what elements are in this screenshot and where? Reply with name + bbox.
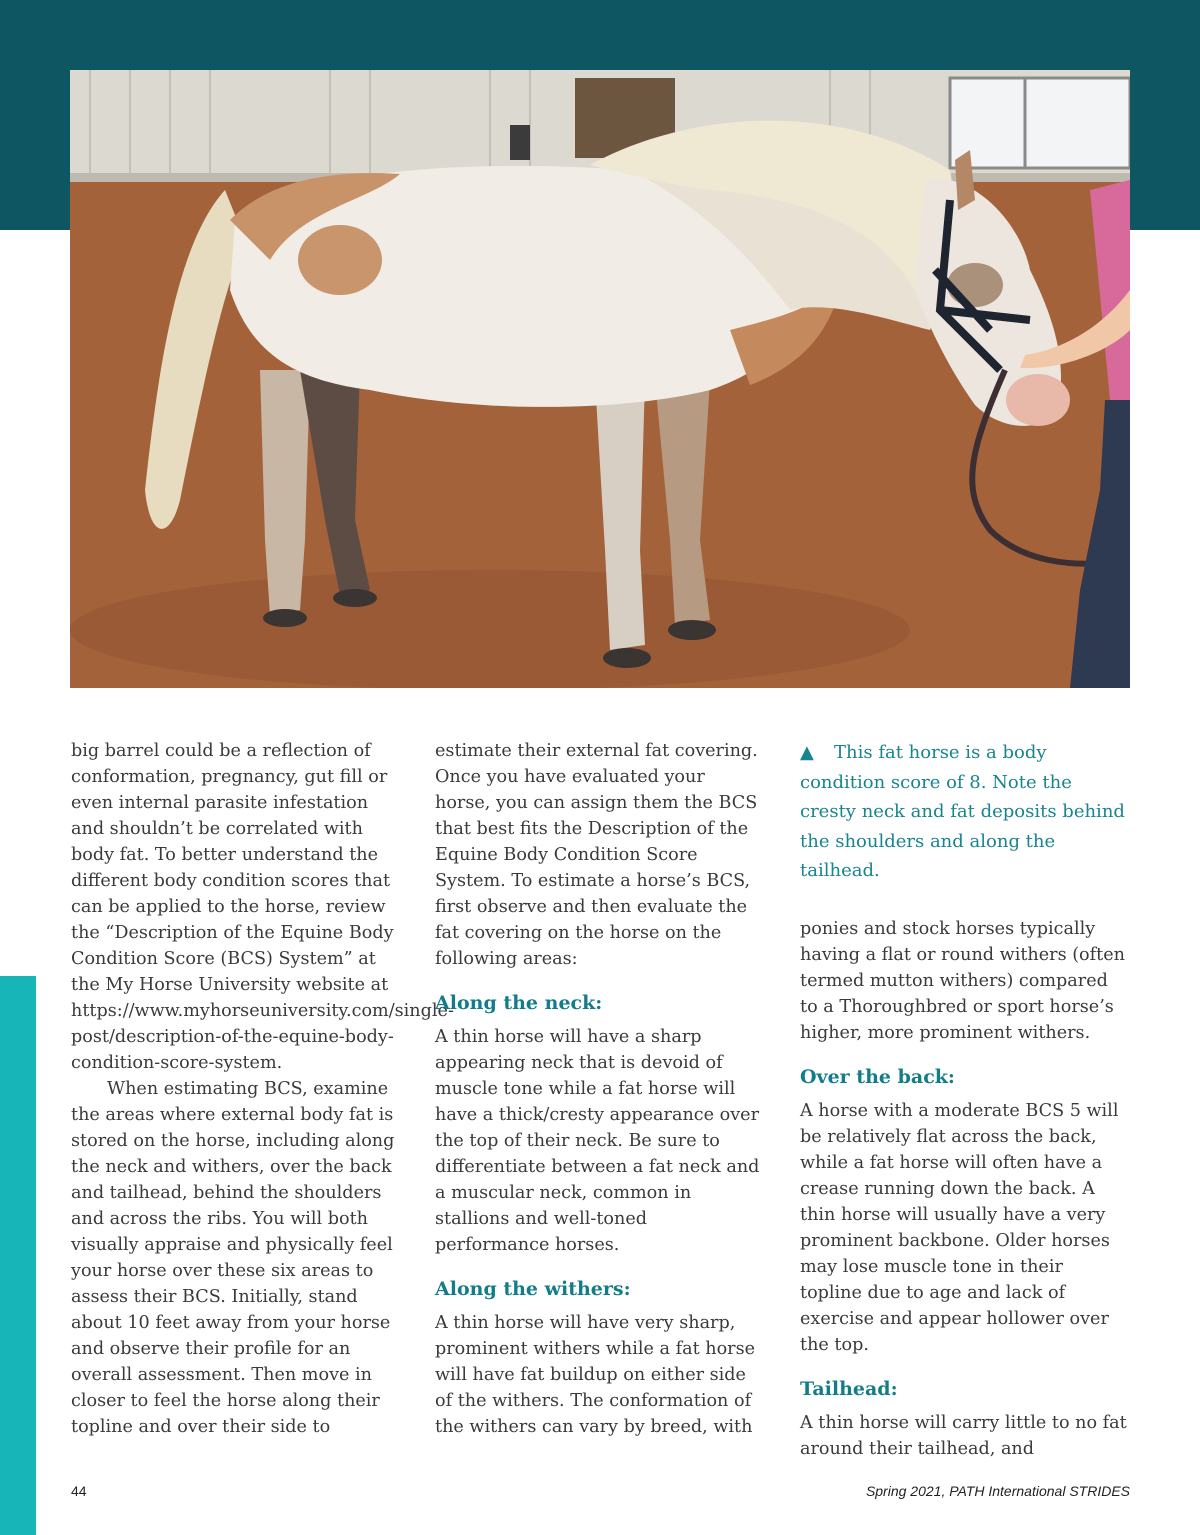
accent-side-bar: [0, 976, 36, 1535]
paragraph-along-the-neck: A thin horse will have a sharp appearing neck that is devoid of muscle tone while a fat horse will have a thick/cresty appearance over the top of their neck. Be sure to differentiate between a fat neck and a muscular neck, common in stallions and well-toned performance horses.: [435, 1027, 760, 1255]
triangle-up-icon: ▲: [800, 742, 814, 763]
heading-over-the-back: Over the back:: [800, 1065, 955, 1088]
paragraph-over-the-back: A horse with a moderate BCS 5 will be relatively flat across the back, while a fat horse will often have a crease running down the back. A thin horse will usually have a very prominent backbone. Older horses may lose muscle tone in their topline due to age and lack of exercise and appear hollower over the top.: [800, 1100, 1119, 1355]
photo-caption: [800, 738, 1130, 886]
column2-paragraph-1: estimate their external fat covering. Once you have evaluated your horse, you can assign them the BCS that best fits the Description of the Equine Body Condition Score System. To estimate a horse’s BCS, first observe and then evaluate the fat covering on the horse on the following areas:: [435, 741, 758, 969]
column3-paragraph-1: ponies and stock horses typically having a flat or round withers (often termed mutton withers) compared to a Thoroughbred or sport horse’s higher, more prominent withers.: [800, 918, 1125, 1043]
heading-tailhead: Tailhead:: [800, 1377, 898, 1400]
column-2: [435, 738, 765, 1440]
column1-paragraph-2: When estimating BCS, examine the areas where external body fat is stored on the horse, including along the neck and withers, over the back and tailhead, behind the shoulders and across the ribs. You will both visually appraise and physically feel your horse over these six areas to assess their BCS. Initially, stand about 10 feet away from your horse and observe their profile for an overall assessment. Then move in closer to feel the horse along their topline and over their side to: [71, 1079, 395, 1437]
paragraph-tailhead: A thin horse will carry little to no fat around their tailhead, and: [800, 1412, 1127, 1459]
issue-line: Spring 2021, PATH International STRIDES: [865, 1483, 1130, 1499]
heading-along-the-withers: Along the withers:: [435, 1278, 631, 1300]
paragraph-along-the-withers: A thin horse will have very sharp, prominent withers while a fat horse will have fat buildup on either side of the withers. The conformation of the withers can vary by breed, with: [435, 1313, 756, 1437]
page-number: 44: [71, 1483, 87, 1499]
column-3: [800, 738, 1130, 1462]
column-1: [71, 738, 454, 1440]
column1-paragraph-1: big barrel could be a reflection of conformation, pregnancy, gut fill or even internal parasite infestation and shouldn’t be correlated with body fat. To better understand the different body condition scores that can be applied to the horse, review the “Description of the Equine Body Condition Score (BCS) System” at the My Horse University website at https://www.myhorseuniversity.com/single-post/description-of-the-equine-body-condition-score-system.: [71, 741, 454, 1073]
heading-along-the-neck: Along the neck:: [435, 992, 603, 1014]
horse-photo: [70, 70, 1130, 688]
photo-caption-text: This fat horse is a body condition score of 8. Note the cresty neck and fat deposits behind the shoulders and along the tailhead.: [800, 742, 1125, 881]
horse-illustration: [70, 70, 1130, 688]
